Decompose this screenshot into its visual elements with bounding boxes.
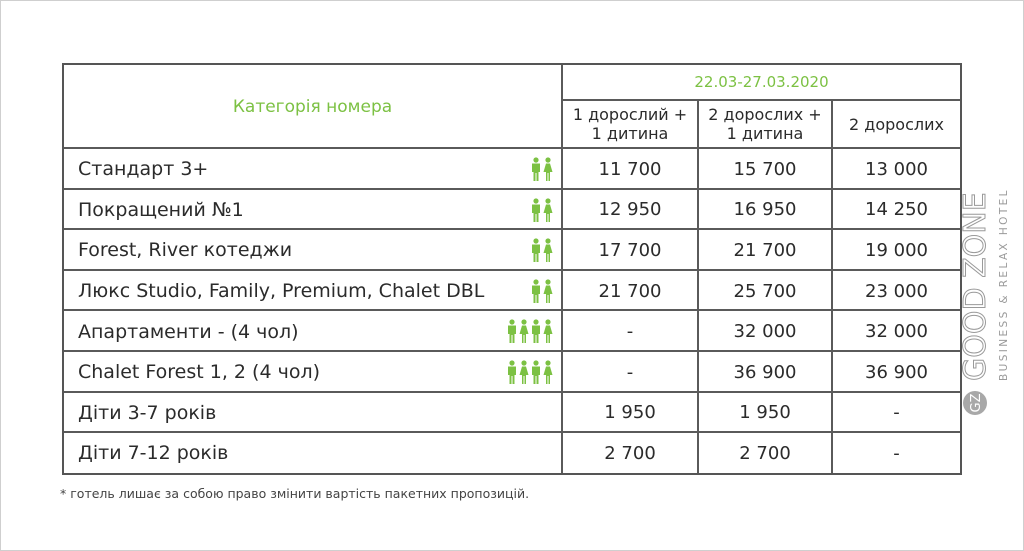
room-category-name: Діти 7-12 років (78, 442, 229, 465)
header-date: 22.03-27.03.2020 (694, 73, 829, 91)
man-icon (531, 238, 541, 262)
price-cell: 2 700 (604, 442, 656, 464)
price-cell: 17 700 (598, 239, 662, 261)
price-cell: 16 950 (733, 199, 797, 221)
woman-icon (543, 238, 553, 262)
header-col-2: 2 дорослих + 1 дитина (708, 105, 822, 143)
room-category-name: Люкс Studio, Family, Premium, Chalet DBL (78, 280, 485, 303)
occupancy-icons (531, 279, 553, 303)
room-category-name: Chalet Forest 1, 2 (4 чол) (78, 361, 320, 384)
price-cell: 21 700 (733, 239, 797, 261)
woman-icon (543, 319, 553, 343)
woman-icon (543, 198, 553, 222)
man-icon (531, 157, 541, 181)
brand-tagline: BUSINESS & RELAX HOTEL (998, 188, 1010, 381)
woman-icon (543, 279, 553, 303)
footnote: * готель лишає за собою право змінити вартість пакетних пропозицій. (60, 486, 530, 501)
price-cell: 12 950 (598, 199, 662, 221)
price-cell: 25 700 (733, 280, 797, 302)
price-cell: 11 700 (598, 158, 662, 180)
man-icon (531, 319, 541, 343)
man-icon (507, 360, 517, 384)
man-icon (531, 198, 541, 222)
price-cell: 1 950 (604, 402, 656, 424)
price-cell: - (626, 321, 634, 343)
room-category-name: Апартаменти - (4 чол) (78, 320, 299, 343)
price-cell: 1 950 (739, 402, 791, 424)
price-cell: 36 900 (733, 361, 797, 383)
occupancy-icons (531, 157, 553, 181)
price-cell: 13 000 (865, 158, 928, 180)
header-category: Категорія номера (232, 97, 393, 117)
price-cell: 23 000 (865, 280, 928, 302)
woman-icon (543, 157, 553, 181)
price-cell: - (893, 402, 900, 424)
room-category-name: Стандарт 3+ (78, 158, 209, 181)
occupancy-icons (531, 238, 553, 262)
woman-icon (519, 360, 529, 384)
woman-icon (543, 360, 553, 384)
man-icon (531, 279, 541, 303)
price-cell: - (626, 361, 634, 383)
woman-icon (519, 319, 529, 343)
brand-logo-text: GOOD ZONE (958, 192, 993, 381)
price-cell: 32 000 (865, 321, 928, 343)
price-cell: 14 250 (865, 199, 928, 221)
price-cell: 21 700 (598, 280, 662, 302)
room-category-name: Покращений №1 (78, 198, 244, 221)
occupancy-icons (507, 360, 553, 384)
price-cell: 15 700 (733, 158, 797, 180)
room-category-name: Forest, River котеджи (78, 239, 293, 262)
man-icon (507, 319, 517, 343)
price-cell: - (893, 442, 900, 464)
price-cell: 36 900 (865, 361, 928, 383)
price-cell: 19 000 (865, 239, 928, 261)
occupancy-icons (531, 198, 553, 222)
price-cell: 2 700 (739, 442, 791, 464)
price-cell: 32 000 (733, 321, 797, 343)
brand-logo (958, 140, 1019, 440)
price-table (62, 63, 962, 475)
man-icon (531, 360, 541, 384)
room-category-name: Діти 3-7 років (78, 401, 217, 424)
occupancy-icons (507, 319, 553, 343)
table-gridline (561, 99, 960, 101)
header-col-1: 1 дорослий + 1 дитина (572, 105, 688, 143)
header-col-3: 2 дорослих (849, 114, 944, 134)
svg-text:GZ: GZ (969, 393, 984, 413)
